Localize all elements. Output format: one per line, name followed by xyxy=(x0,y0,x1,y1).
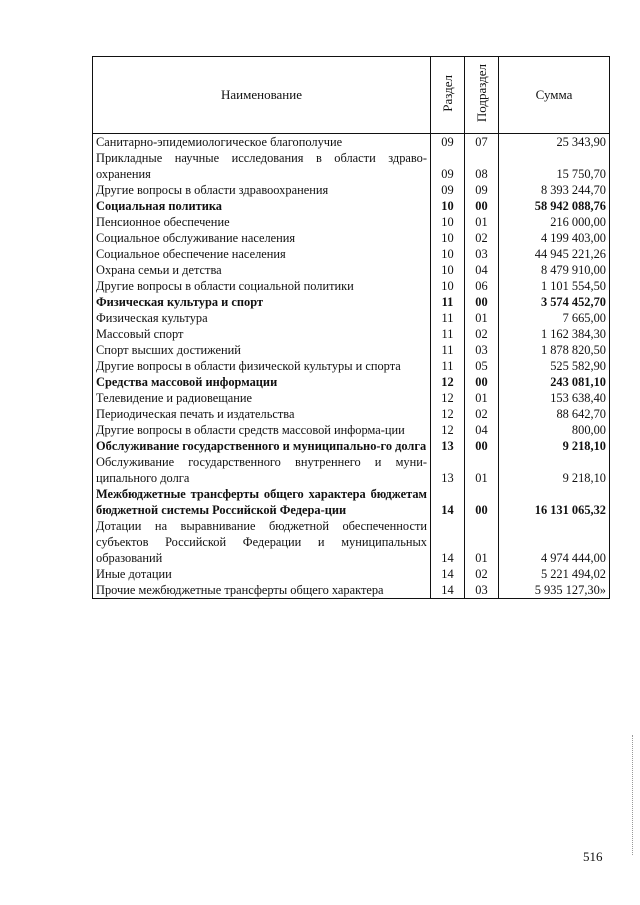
row-section: 14 xyxy=(431,486,465,518)
table-row xyxy=(93,438,610,454)
row-section: 14 xyxy=(431,582,465,599)
table-row xyxy=(93,326,610,342)
row-sum: 58 942 088,76 xyxy=(499,198,610,214)
row-subsection: 03 xyxy=(465,246,499,262)
row-section: 11 xyxy=(431,310,465,326)
table-row xyxy=(93,214,610,230)
row-subsection: 07 xyxy=(465,134,499,151)
row-sum: 16 131 065,32 xyxy=(499,486,610,518)
row-sum: 25 343,90 xyxy=(499,134,610,151)
row-section: 10 xyxy=(431,278,465,294)
table-row xyxy=(93,566,610,582)
row-subsection: 01 xyxy=(465,214,499,230)
table-row xyxy=(93,246,610,262)
budget-table xyxy=(92,56,610,599)
row-subsection: 00 xyxy=(465,294,499,310)
header-subsection xyxy=(465,57,499,134)
table-row xyxy=(93,422,610,438)
row-subsection: 03 xyxy=(465,342,499,358)
row-name: Санитарно-эпидемиологическое благополучие xyxy=(93,134,431,151)
row-section: 13 xyxy=(431,454,465,486)
row-sum: 3 574 452,70 xyxy=(499,294,610,310)
row-subsection: 02 xyxy=(465,326,499,342)
row-subsection: 01 xyxy=(465,310,499,326)
table-row xyxy=(93,342,610,358)
row-name: Социальное обеспечение населения xyxy=(93,246,431,262)
row-sum: 800,00 xyxy=(499,422,610,438)
row-sum: 44 945 221,26 xyxy=(499,246,610,262)
row-sum: 4 199 403,00 xyxy=(499,230,610,246)
table-row xyxy=(93,518,610,566)
header-name: Наименование xyxy=(93,57,431,134)
header-section xyxy=(431,57,465,134)
table-row xyxy=(93,230,610,246)
row-name: Физическая культура xyxy=(93,310,431,326)
row-subsection: 01 xyxy=(465,454,499,486)
row-section: 11 xyxy=(431,358,465,374)
row-section: 09 xyxy=(431,134,465,151)
row-name: Другие вопросы в области социальной политики xyxy=(93,278,431,294)
row-subsection: 00 xyxy=(465,198,499,214)
table-row xyxy=(93,294,610,310)
row-subsection: 04 xyxy=(465,262,499,278)
row-name: Межбюджетные трансферты общего характера бюджетам бюджетной системы Российской Федера-ции xyxy=(93,486,431,518)
table-row xyxy=(93,390,610,406)
row-sum: 9 218,10 xyxy=(499,454,610,486)
row-section: 12 xyxy=(431,374,465,390)
row-subsection: 08 xyxy=(465,150,499,182)
table-row xyxy=(93,374,610,390)
row-sum: 1 162 384,30 xyxy=(499,326,610,342)
row-subsection: 00 xyxy=(465,486,499,518)
row-name: Прикладные научные исследования в области здраво-охранения xyxy=(93,150,431,182)
header-sum: Сумма xyxy=(499,57,610,134)
row-name: Другие вопросы в области физической культуры и спорта xyxy=(93,358,431,374)
table-row xyxy=(93,406,610,422)
row-section: 12 xyxy=(431,406,465,422)
page-number: 516 xyxy=(583,849,603,864)
row-name: Спорт высших достижений xyxy=(93,342,431,358)
row-section: 10 xyxy=(431,262,465,278)
row-name: Средства массовой информации xyxy=(93,374,431,390)
row-sum: 5 221 494,02 xyxy=(499,566,610,582)
row-subsection: 00 xyxy=(465,438,499,454)
row-name: Иные дотации xyxy=(93,566,431,582)
row-subsection: 02 xyxy=(465,566,499,582)
row-section: 12 xyxy=(431,422,465,438)
row-sum: 216 000,00 xyxy=(499,214,610,230)
table-row xyxy=(93,198,610,214)
row-name: Охрана семьи и детства xyxy=(93,262,431,278)
row-name: Социальное обслуживание населения xyxy=(93,230,431,246)
table-row xyxy=(93,486,610,518)
table-row xyxy=(93,582,610,599)
row-section: 11 xyxy=(431,326,465,342)
row-name: Массовый спорт xyxy=(93,326,431,342)
row-section: 11 xyxy=(431,294,465,310)
row-name: Социальная политика xyxy=(93,198,431,214)
row-subsection: 01 xyxy=(465,518,499,566)
row-sum: 7 665,00 xyxy=(499,310,610,326)
table-row xyxy=(93,310,610,326)
table-row xyxy=(93,150,610,182)
row-section: 10 xyxy=(431,246,465,262)
table-header-row xyxy=(93,57,610,134)
row-subsection: 09 xyxy=(465,182,499,198)
row-name: Периодическая печать и издательства xyxy=(93,406,431,422)
row-name: Другие вопросы в области средств массовой информа-ции xyxy=(93,422,431,438)
row-sum: 153 638,40 xyxy=(499,390,610,406)
row-subsection: 01 xyxy=(465,390,499,406)
row-name: Обслуживание государственного внутреннего и муни-ципального долга xyxy=(93,454,431,486)
table-body xyxy=(93,134,610,599)
row-name: Физическая культура и спорт xyxy=(93,294,431,310)
row-sum: 525 582,90 xyxy=(499,358,610,374)
row-section: 10 xyxy=(431,230,465,246)
row-sum: 9 218,10 xyxy=(499,438,610,454)
margin-scan-line xyxy=(632,735,633,855)
header-section-label: Раздел xyxy=(439,74,455,112)
row-subsection: 04 xyxy=(465,422,499,438)
row-sum: 1 101 554,50 xyxy=(499,278,610,294)
row-subsection: 02 xyxy=(465,230,499,246)
row-sum: 4 974 444,00 xyxy=(499,518,610,566)
row-subsection: 02 xyxy=(465,406,499,422)
row-name: Телевидение и радиовещание xyxy=(93,390,431,406)
row-subsection: 00 xyxy=(465,374,499,390)
row-section: 13 xyxy=(431,438,465,454)
row-subsection: 05 xyxy=(465,358,499,374)
row-section: 09 xyxy=(431,150,465,182)
row-subsection: 03 xyxy=(465,582,499,599)
table-row xyxy=(93,182,610,198)
row-name: Дотации на выравнивание бюджетной обеспеченности субъектов Российской Федерации и муниципальных образований xyxy=(93,518,431,566)
row-section: 14 xyxy=(431,566,465,582)
row-sum: 8 479 910,00 xyxy=(499,262,610,278)
row-section: 14 xyxy=(431,518,465,566)
row-section: 12 xyxy=(431,390,465,406)
row-sum: 1 878 820,50 xyxy=(499,342,610,358)
table-row xyxy=(93,262,610,278)
table-row xyxy=(93,278,610,294)
row-sum: 5 935 127,30» xyxy=(499,582,610,599)
row-section: 10 xyxy=(431,198,465,214)
row-name: Пенсионное обеспечение xyxy=(93,214,431,230)
row-subsection: 06 xyxy=(465,278,499,294)
header-subsection-label: Подраздел xyxy=(473,63,489,123)
row-name: Другие вопросы в области здравоохранения xyxy=(93,182,431,198)
row-section: 11 xyxy=(431,342,465,358)
row-sum: 15 750,70 xyxy=(499,150,610,182)
row-name: Обслуживание государственного и муниципально-го долга xyxy=(93,438,431,454)
row-name: Прочие межбюджетные трансферты общего характера xyxy=(93,582,431,599)
table-row xyxy=(93,134,610,151)
row-sum: 8 393 244,70 xyxy=(499,182,610,198)
row-sum: 243 081,10 xyxy=(499,374,610,390)
row-section: 10 xyxy=(431,214,465,230)
row-section: 09 xyxy=(431,182,465,198)
table-row xyxy=(93,358,610,374)
table-row xyxy=(93,454,610,486)
row-sum: 88 642,70 xyxy=(499,406,610,422)
